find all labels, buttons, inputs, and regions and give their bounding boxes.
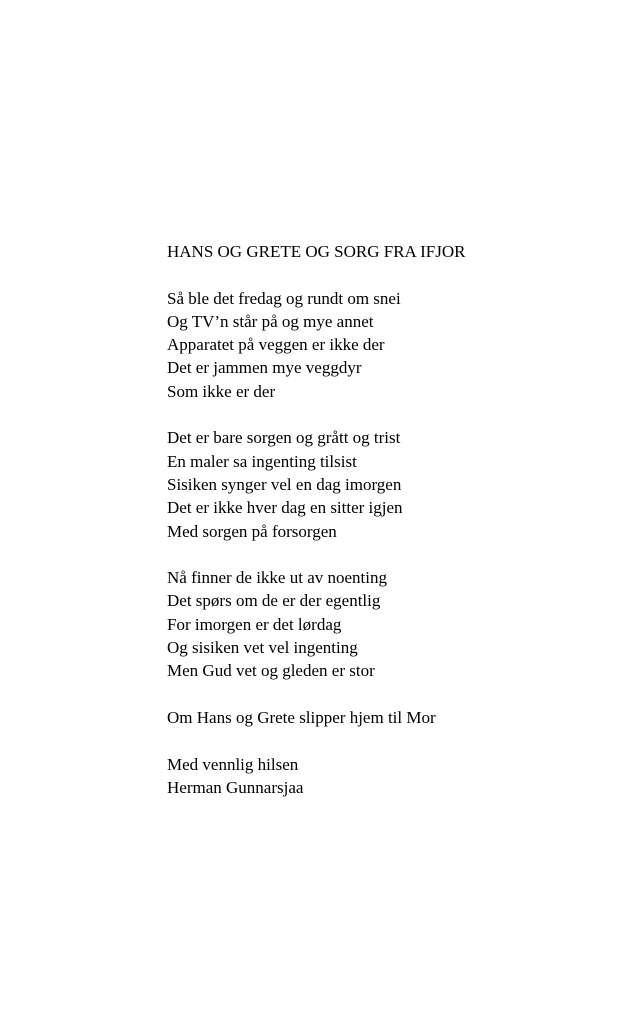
stanza-gap (167, 403, 607, 426)
stanza-gap (167, 263, 607, 286)
poem-line: Det er bare sorgen og grått og trist (167, 428, 401, 448)
closing-line: Med vennlig hilsen (167, 754, 299, 774)
poem-line: Som ikke er der (167, 381, 276, 401)
stanza-gap (167, 543, 607, 566)
poem-line: Det er jammen mye veggdyr (167, 358, 362, 378)
poem-line: Det er ikke hver dag en sitter igjen (167, 498, 403, 518)
stanza-gap (167, 729, 607, 752)
poem-line: Det spørs om de er der egentlig (167, 591, 381, 611)
poem-line: Nå finner de ikke ut av noenting (167, 568, 387, 588)
signature: Herman Gunnarsjaa (167, 777, 304, 797)
poem-title: HANS OG GRETE OG SORG FRA IFJOR (167, 242, 466, 261)
poem-line: Om Hans og Grete slipper hjem til Mor (167, 707, 436, 727)
poem-body (167, 240, 607, 799)
poem-line: For imorgen er det lørdag (167, 614, 342, 634)
poem-line: Sisiken synger vel en dag imorgen (167, 474, 402, 494)
poem-line: En maler sa ingenting tilsist (167, 451, 357, 471)
poem-line: Med sorgen på forsorgen (167, 521, 337, 541)
poem-line: Men Gud vet og gleden er stor (167, 661, 375, 681)
poem-line: Så ble det fredag og rundt om snei (167, 288, 401, 308)
poem-line: Og TV’n står på og mye annet (167, 311, 374, 331)
poem-line: Apparatet på veggen er ikke der (167, 335, 385, 355)
poem-line: Og sisiken vet vel ingenting (167, 638, 358, 658)
stanza-gap (167, 683, 607, 706)
